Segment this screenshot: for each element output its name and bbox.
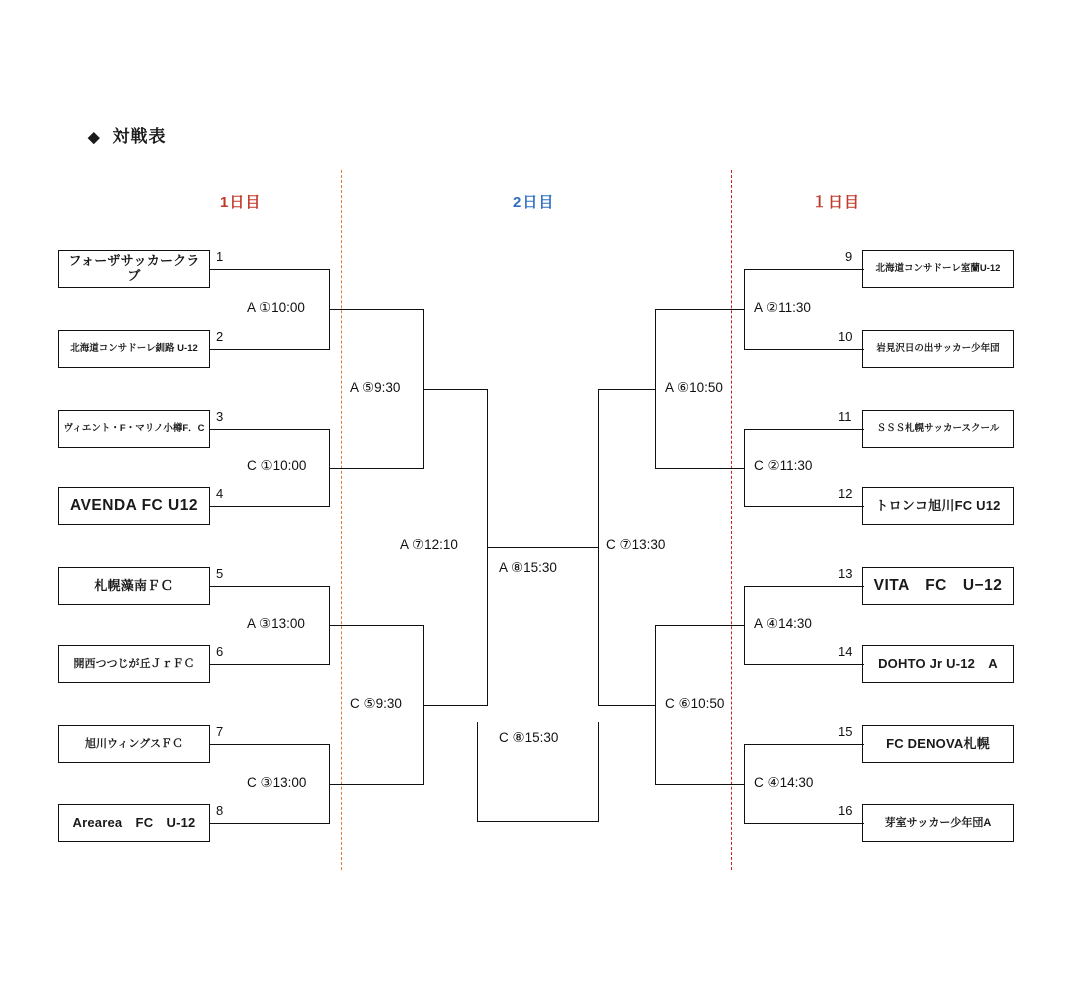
- seed-number-9: 9: [845, 249, 853, 264]
- seed-number-2: 2: [216, 329, 224, 344]
- day-label-left: 1日目: [220, 194, 262, 211]
- seed-number-1: 1: [216, 249, 224, 264]
- team-box-11: ＳＳＳ札幌サッカースクール: [862, 410, 1014, 448]
- bracket-line: [744, 269, 864, 270]
- team-box-7: 旭川ウィングスＦＣ: [58, 725, 210, 763]
- bracket-line: [210, 664, 330, 665]
- bracket-line-3rd: [598, 722, 599, 822]
- match-label-a6: A ⑥10:50: [665, 380, 723, 395]
- bracket-line: [744, 586, 864, 587]
- match-label-a5: A ⑤9:30: [350, 380, 401, 395]
- diamond-icon: ◆: [88, 129, 101, 146]
- team-box-8: Arearea FC U-12: [58, 804, 210, 842]
- bracket-line: [210, 586, 330, 587]
- match-label-c6: C ⑥10:50: [665, 696, 725, 711]
- day-label-right: １日目: [812, 194, 861, 211]
- match-label-c1: C ①10:00: [247, 458, 307, 473]
- seed-number-6: 6: [216, 644, 224, 659]
- bracket-line: [655, 784, 745, 785]
- team-box-16: 芽室サッカー少年団A: [862, 804, 1014, 842]
- bracket-line: [329, 625, 424, 626]
- bracket-line-final: [487, 547, 599, 548]
- seed-number-16: 16: [838, 803, 853, 818]
- team-box-13: VITA FC U−12: [862, 567, 1014, 605]
- seed-number-10: 10: [838, 329, 853, 344]
- bracket-line: [744, 664, 864, 665]
- match-label-c5: C ⑤9:30: [350, 696, 402, 711]
- seed-number-7: 7: [216, 724, 224, 739]
- team-box-14: DOHTO Jr U-12 A: [862, 645, 1014, 683]
- team-box-1: フォーザサッカークラブ: [58, 250, 210, 288]
- bracket-line: [655, 468, 745, 469]
- day-label-center: 2日目: [513, 194, 555, 211]
- bracket-line: [210, 744, 330, 745]
- seed-number-13: 13: [838, 566, 853, 581]
- divider-day-right: [731, 170, 732, 870]
- team-box-10: 岩見沢日の出サッカー少年団: [862, 330, 1014, 368]
- seed-number-12: 12: [838, 486, 853, 501]
- match-label-a2: A ②11:30: [754, 300, 811, 315]
- bracket-line: [210, 349, 330, 350]
- page-title-text: 対戦表: [112, 127, 167, 146]
- bracket-line-3rd: [477, 821, 599, 822]
- divider-day-left: [341, 170, 342, 870]
- seed-number-8: 8: [216, 803, 224, 818]
- match-label-a4: A ④14:30: [754, 616, 812, 631]
- team-box-15: FC DENOVA札幌: [862, 725, 1014, 763]
- team-box-3: ヴィエント・F・マリノ小樽F．C: [58, 410, 210, 448]
- match-label-a8: A ⑧15:30: [499, 560, 557, 575]
- bracket-line: [210, 506, 330, 507]
- bracket-line: [744, 744, 864, 745]
- seed-number-15: 15: [838, 724, 853, 739]
- bracket-line: [329, 309, 424, 310]
- match-label-a3: A ③13:00: [247, 616, 305, 631]
- bracket-line: [329, 784, 424, 785]
- match-label-c8: C ⑧15:30: [499, 730, 559, 745]
- bracket-line: [655, 309, 745, 310]
- bracket-line-3rd: [477, 722, 478, 822]
- bracket-line: [210, 823, 330, 824]
- bracket-line: [744, 506, 864, 507]
- team-box-6: 開西つつじが丘ＪｒＦＣ: [58, 645, 210, 683]
- seed-number-4: 4: [216, 486, 224, 501]
- match-label-c4: C ④14:30: [754, 775, 814, 790]
- match-label-a1: A ①10:00: [247, 300, 305, 315]
- bracket-line: [744, 429, 864, 430]
- bracket-line: [598, 705, 656, 706]
- bracket-line: [655, 625, 745, 626]
- match-label-a7: A ⑦12:10: [400, 537, 458, 552]
- bracket-line: [210, 269, 330, 270]
- bracket-line: [598, 389, 656, 390]
- match-label-c3: C ③13:00: [247, 775, 307, 790]
- team-box-12: トロンコ旭川FC U12: [862, 487, 1014, 525]
- bracket-line: [423, 705, 488, 706]
- team-box-4: AVENDA FC U12: [58, 487, 210, 525]
- match-label-c7: C ⑦13:30: [606, 537, 666, 552]
- seed-number-3: 3: [216, 409, 224, 424]
- bracket-line: [210, 429, 330, 430]
- team-box-9: 北海道コンサドーレ室蘭U-12: [862, 250, 1014, 288]
- bracket-line: [744, 349, 864, 350]
- bracket-line: [744, 823, 864, 824]
- team-box-5: 札幌藻南ＦＣ: [58, 567, 210, 605]
- seed-number-14: 14: [838, 644, 853, 659]
- bracket-line: [423, 389, 488, 390]
- seed-number-11: 11: [838, 409, 852, 424]
- team-box-2: 北海道コンサドーレ釧路 U-12: [58, 330, 210, 368]
- page-title: [88, 122, 167, 147]
- match-label-c2: C ②11:30: [754, 458, 813, 473]
- bracket-line: [329, 468, 424, 469]
- seed-number-5: 5: [216, 566, 224, 581]
